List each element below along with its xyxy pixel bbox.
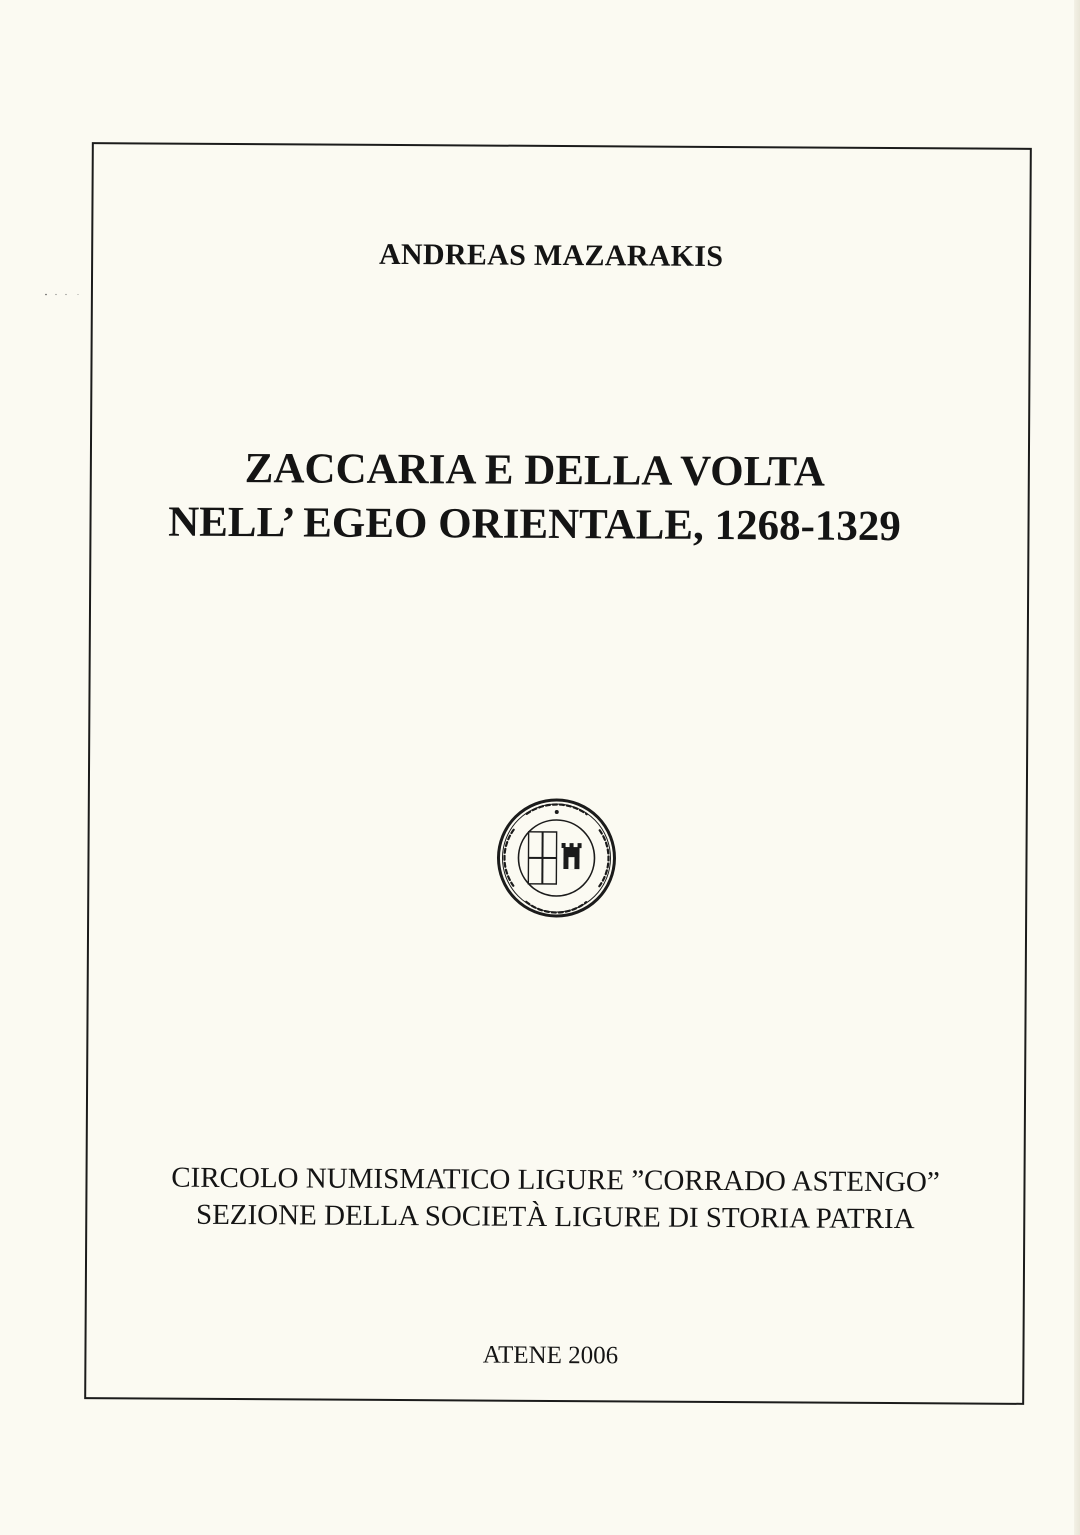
medieval-seal-icon <box>495 797 618 920</box>
imprint: ATENE 2006 <box>482 1341 619 1370</box>
cover-frame <box>84 142 1032 1405</box>
publisher-line-2: SEZIONE DELLA SOCIETÀ LIGURE DI STORIA PATRIA <box>195 1198 915 1236</box>
book-title <box>41 441 1028 555</box>
page-edge <box>1074 0 1080 1535</box>
author-name: ANDREAS MAZARAKIS <box>378 237 724 273</box>
publisher-line-1: CIRCOLO NUMISMATICO LIGURE ”CORRADO ASTENGO” <box>171 1161 940 1199</box>
title-line-1: ZACCARIA E DELLA VOLTA <box>244 445 826 496</box>
publisher-block <box>87 1159 1023 1239</box>
title-line-2: NELL’ EGEO ORIENTALE, 1268-1329 <box>168 498 902 551</box>
scan-speck <box>44 293 84 296</box>
